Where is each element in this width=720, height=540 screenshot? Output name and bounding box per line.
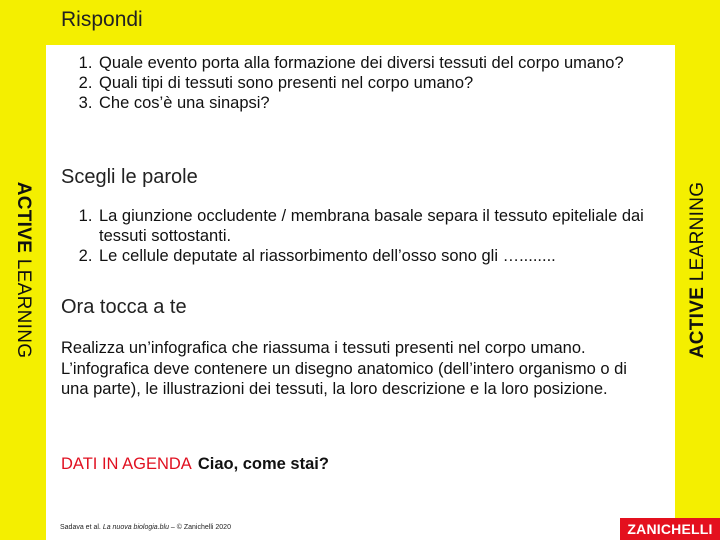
right-side-band xyxy=(675,0,720,540)
agenda-label: DATI IN AGENDA xyxy=(61,455,192,473)
agenda-phrase: Ciao, come stai? xyxy=(197,455,329,473)
words-item: 1. La giunzione occludente / membrana basale separa il tessuto epiteliale dai tessuti sottostanti. xyxy=(97,206,657,246)
your-turn-text: Realizza un’infografica che riassuma i tessuti presenti nel corpo umano. L’infografica deve contenere un disegno anatomico (dell’intero organismo o di una parte), le illustrazioni dei tessuti, la loro descrizione e la loro posizione. xyxy=(61,339,627,398)
footer-credit: Sadava et al. La nuova biologia.blu – © Zanichelli 2020 xyxy=(60,524,231,531)
page-title: Rispondi xyxy=(61,8,143,31)
words-item: 2. Le cellule deputate al riassorbimento dell’osso sono gli …........ xyxy=(97,246,657,266)
left-side-band xyxy=(0,0,46,540)
side-label-right: ACTIVE LEARNING xyxy=(686,181,708,359)
zanichelli-logo: ZANICHELLI xyxy=(620,518,720,540)
your-turn-heading: Ora tocca a te xyxy=(61,296,187,318)
words-list xyxy=(61,206,657,266)
agenda-line xyxy=(61,455,329,474)
question-item: 3. Che cos’è una sinapsi? xyxy=(97,93,657,113)
questions-list xyxy=(61,53,657,113)
question-item: 1. Quale evento porta alla formazione dei diversi tessuti del corpo umano? xyxy=(97,53,657,73)
question-item: 2. Quali tipi di tessuti sono presenti nel corpo umano? xyxy=(97,73,657,93)
side-label-left: ACTIVE LEARNING xyxy=(13,181,34,359)
words-heading: Scegli le parole xyxy=(61,166,198,188)
